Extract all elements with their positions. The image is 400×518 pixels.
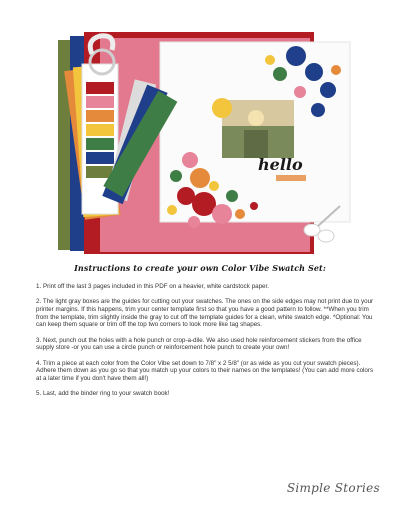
step-5: 5. Last, add the binder ring to your swatch book!	[36, 390, 170, 398]
step-3: 3. Next, punch out the holes with a hole punch or crop-a-dile. We also used hole reinforcement stickers from the office supply store -or you can use a circle punch or reinforcement hole punch to create your own!	[36, 336, 362, 352]
instructions-list	[36, 283, 376, 406]
sun-icon	[212, 98, 232, 118]
hello-text: hello	[258, 155, 303, 174]
brand-logo: Simple Stories	[286, 481, 380, 495]
instructions-title: Instructions to create your own Color Vibe Swatch Set:	[74, 263, 326, 273]
step-1: 1. Print off the last 3 pages included in this PDF on a heavier, white cardstock paper.	[36, 283, 270, 290]
step-2: 2. The light gray boxes are the guides for cutting out your swatches. The ones on the side edges may not print due to your printer margins. If this happens, trim your center template first so that you have a good pattern to follow. **When you trim from the template, trim slightly inside the gray to cut off the template guides for a clean, white swatch edge. *Optional: You can keep them square or trim off the top two corners to look more like tag shapes.	[36, 298, 374, 329]
step-4: 4. Trim a piece at each color from the Color Vibe set down to 7/8" x 2 5/8" (or as wide as you cut your swatch pieces). Adhere them down as you go so that you match up your colors to their names on the templates! (You can add more colors at a later time if you don't have them all!)	[36, 359, 374, 382]
